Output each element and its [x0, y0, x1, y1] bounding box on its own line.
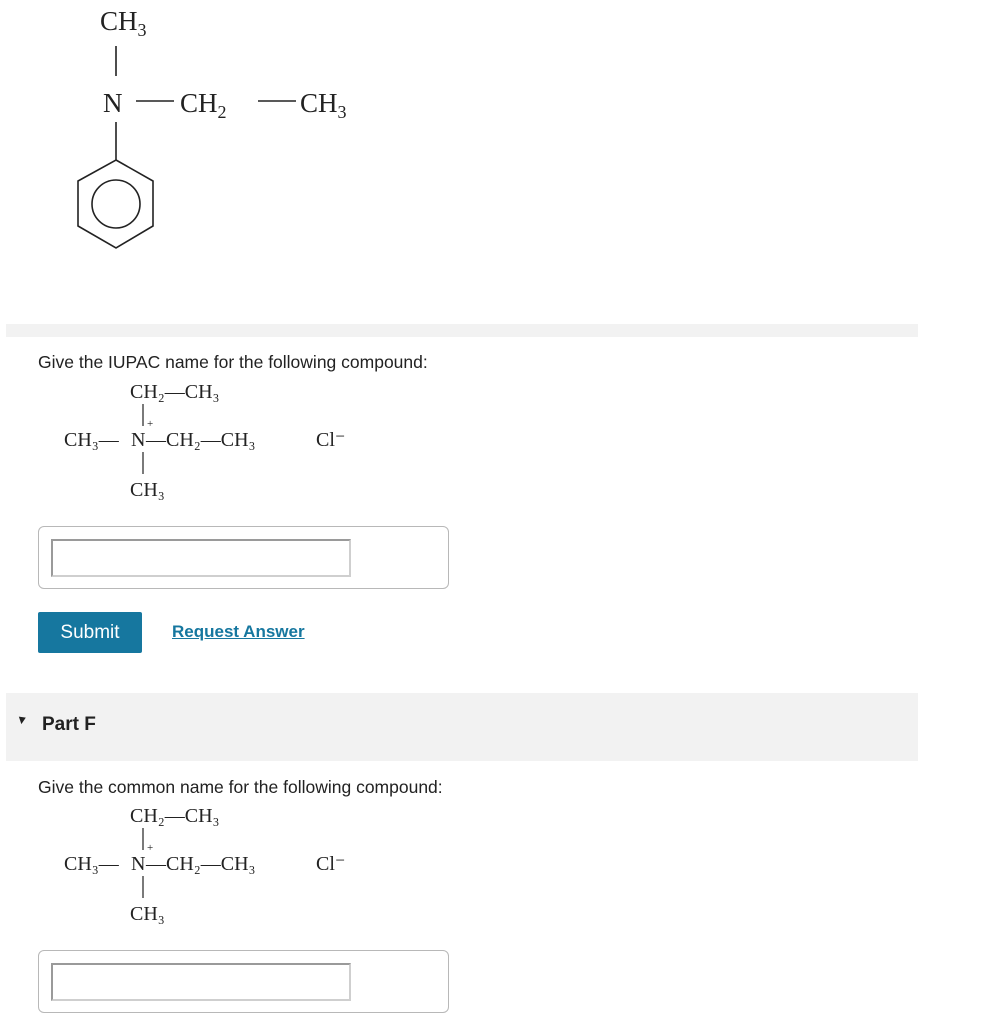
ethyl-group-right: —CH₂—CH₃	[146, 429, 256, 451]
ethyl-group-top: CH₂—CH₃	[130, 805, 220, 827]
quaternary-nitrogen: N	[131, 429, 146, 451]
positive-charge: +	[147, 418, 154, 430]
methyl-group-bottom: CH₃	[130, 903, 165, 925]
section-divider	[6, 324, 918, 337]
methylene-group: $CH_2$	[180, 88, 227, 122]
part-e-prompt: Give the IUPAC name for the following compound:	[38, 352, 428, 372]
part-f-prompt: Give the common name for the following compound:	[38, 777, 443, 797]
methyl-group-left: CH₃—	[64, 429, 119, 451]
ethyl-group-top: CH₂—CH₃	[130, 381, 220, 403]
methyl-group-top: $CH_3$	[100, 6, 147, 40]
nitrogen-atom: N	[103, 88, 123, 118]
quaternary-nitrogen: N	[131, 853, 146, 875]
ethyl-group-right: —CH₂—CH₃	[146, 853, 256, 875]
chloride-ion: Cl⁻	[316, 853, 346, 875]
methyl-group-left: CH₃—	[64, 853, 119, 875]
part-f-ammonium-structure	[50, 800, 380, 930]
part-f-answer-container	[38, 950, 449, 1013]
positive-charge: +	[147, 842, 154, 854]
n-ethyl-n-methylaniline-structure	[60, 0, 390, 260]
methyl-group-bottom: CH₃	[130, 479, 165, 501]
part-f-title: Part F	[42, 714, 96, 735]
part-e-answer-container	[38, 526, 449, 589]
methyl-group-right: $CH_3$	[300, 88, 347, 122]
collapse-arrow-icon[interactable]: ▼	[15, 712, 29, 728]
aromatic-circle	[92, 180, 140, 228]
part-f-answer-input[interactable]	[51, 963, 351, 1001]
part-e-ammonium-structure	[50, 376, 380, 506]
part-f-header[interactable]	[6, 693, 918, 761]
part-e-answer-input[interactable]	[51, 539, 351, 577]
submit-button[interactable]: Submit	[38, 612, 142, 653]
benzene-ring	[78, 160, 153, 248]
chloride-ion: Cl⁻	[316, 429, 346, 451]
request-answer-link[interactable]: Request Answer	[172, 622, 305, 641]
